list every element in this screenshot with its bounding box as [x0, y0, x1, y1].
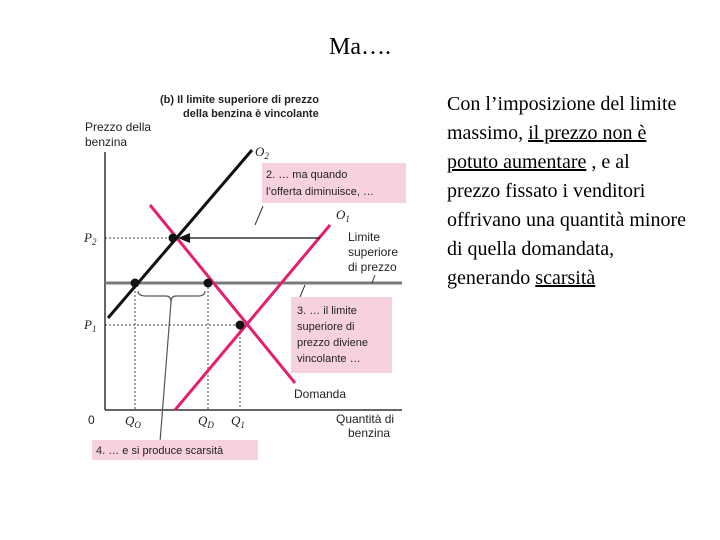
- explanation-part-2: il prezzo non è potuto aumentare: [447, 122, 647, 173]
- ceiling-label-line3: di prezzo: [348, 260, 397, 274]
- x-axis-label-line1: Quantità di: [336, 412, 395, 426]
- callout-2-line2: l’offerta diminuisce, …: [266, 186, 375, 198]
- guide-lines: [105, 238, 240, 410]
- callout-3-line3: prezzo diviene: [297, 337, 368, 349]
- figure-heading-line1: (b) Il limite superiore di prezzo: [160, 94, 319, 106]
- supply-curve-o2: [108, 150, 252, 318]
- x-axis-label-line2: benzina: [348, 426, 391, 440]
- quantity-qd-label: $Q_D$: [198, 413, 214, 430]
- demand-label: Domanda: [294, 387, 347, 401]
- price-p1-label: $P_1$: [84, 317, 97, 334]
- figure-heading-line2: della benzina è vincolante: [183, 108, 319, 120]
- price-p2-label: $P_2$: [84, 230, 97, 247]
- equilibrium-point-new: [169, 234, 178, 243]
- callout-3-line4: vincolante …: [297, 353, 361, 365]
- shortage-brace: [138, 291, 205, 302]
- supply-o2-label: $O_2$: [255, 144, 269, 161]
- equilibrium-point-old: [236, 321, 245, 330]
- quantity-demanded-point: [204, 279, 213, 288]
- explanation-part-1: Con l’imposizione del limite massimo,: [447, 93, 677, 144]
- callout-2-pointer: [255, 206, 263, 225]
- explanation-part-3: , e al prezzo fissato i venditori offrivano una quantità minore di quella domandata, generando: [447, 151, 687, 289]
- ceiling-label-line2: superiore: [348, 245, 399, 259]
- callout-2-line1: 2. … ma quando: [266, 169, 348, 181]
- y-axis-label-line1: Prezzo della: [85, 120, 152, 134]
- explanation-part-4: scarsità: [535, 267, 596, 289]
- callout-3-line2: superiore di: [297, 321, 355, 333]
- quantity-q0-label: $Q_O$: [125, 413, 141, 430]
- shortage-pointer: [160, 302, 171, 442]
- callout-3-line1: 3. … il limite: [297, 305, 357, 317]
- y-axis-label-line2: benzina: [85, 135, 128, 149]
- quantity-q1-label: $Q_1$: [231, 413, 245, 430]
- explanation-text: [447, 90, 687, 293]
- callout-4-text: 4. … e si produce scarsità: [96, 445, 224, 457]
- quantity-supplied-point: [131, 279, 140, 288]
- ceiling-label-line1: Limite: [348, 230, 381, 244]
- slide-title: Ma….: [329, 34, 391, 60]
- origin-label: 0: [88, 413, 95, 427]
- callout-3-pointer: [300, 285, 305, 297]
- supply-o1-label: $O_1$: [336, 207, 350, 224]
